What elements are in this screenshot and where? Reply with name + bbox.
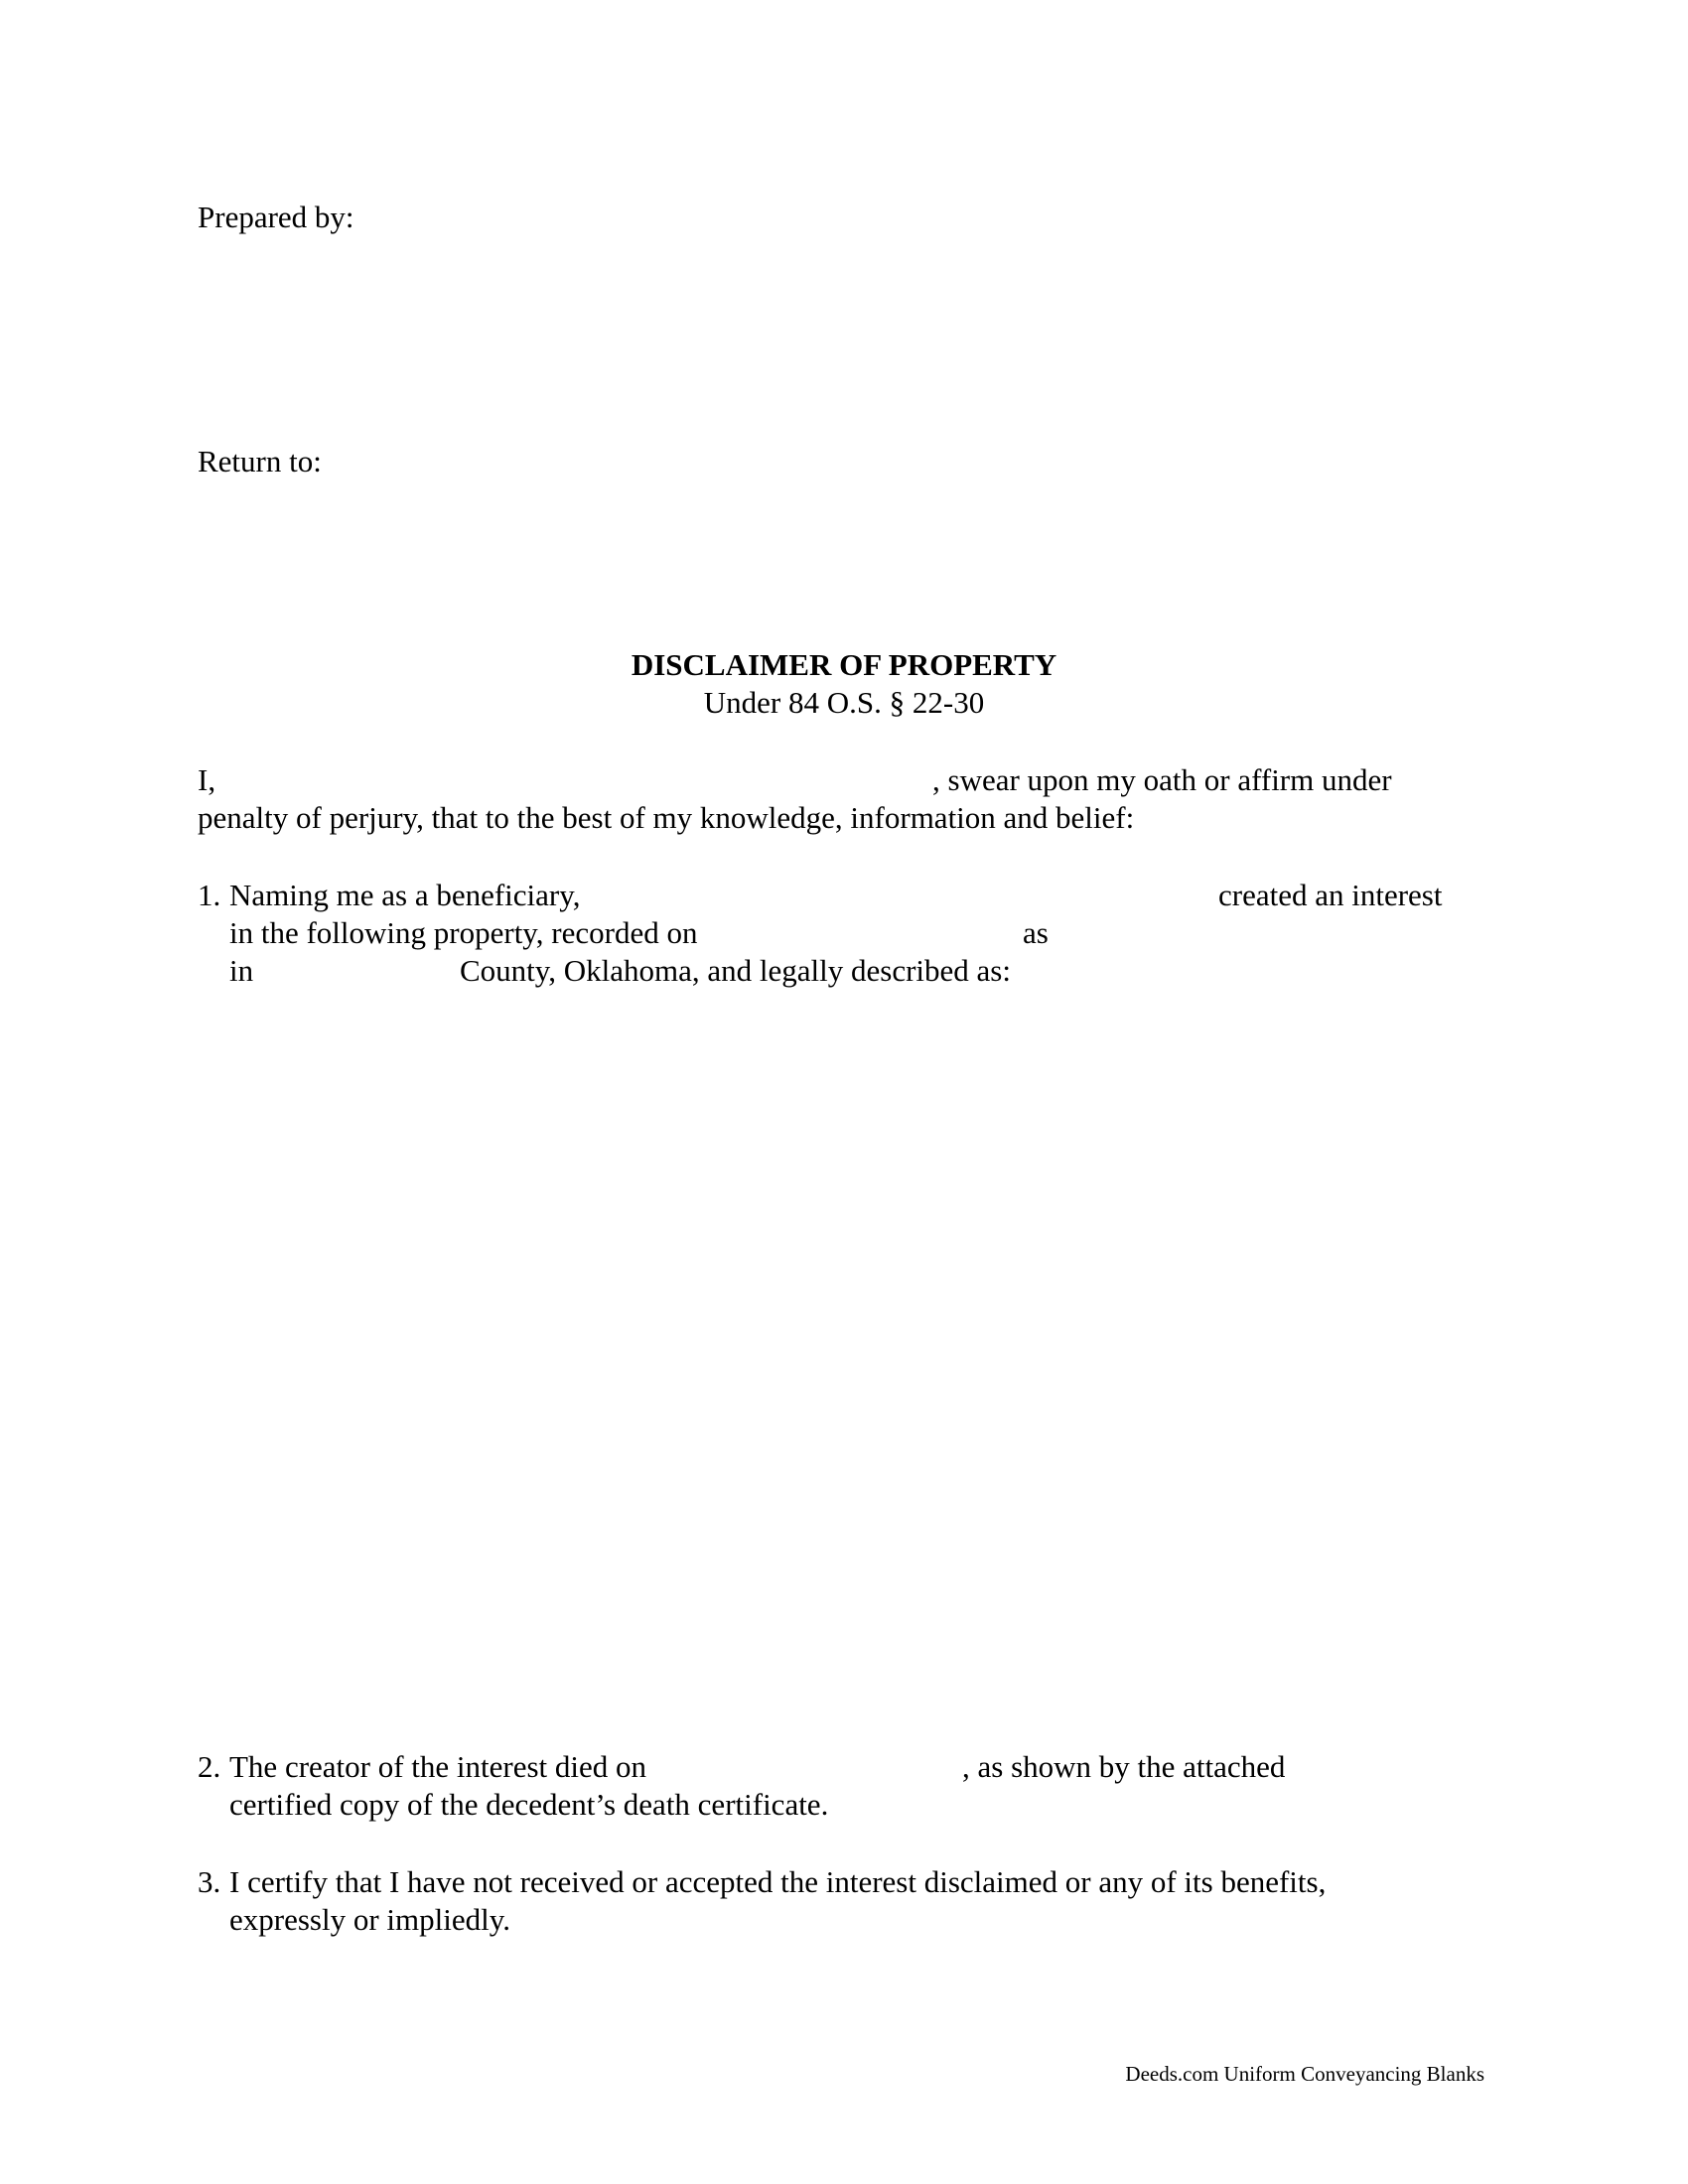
item-1-line-3b: County, Oklahoma, and legally described as:	[460, 953, 1011, 988]
item-3-number: 3.	[198, 1864, 221, 1899]
item-2-number: 2.	[198, 1749, 221, 1784]
item-1-line-3a: in	[229, 953, 254, 988]
document-title: DISCLAIMER OF PROPERTY	[631, 647, 1057, 682]
item-1-line-2b: as	[1023, 915, 1049, 950]
footer-text: Deeds.com Uniform Conveyancing Blanks	[1125, 2062, 1484, 2086]
item-1-part-1: Naming me as a beneficiary,	[229, 878, 581, 912]
item-2-part-1: The creator of the interest died on	[229, 1749, 647, 1784]
return-to-label: Return to:	[198, 444, 322, 478]
intro-i-label: I,	[198, 762, 216, 797]
item-1-part-2: created an interest	[1218, 878, 1443, 912]
document-subtitle: Under 84 O.S. § 22-30	[703, 685, 985, 720]
item-3-line-1: I certify that I have not received or accepted the interest disclaimed or any of its benefits,	[229, 1864, 1327, 1899]
item-3-line-2: expressly or impliedly.	[229, 1902, 510, 1937]
item-1-line-2a: in the following property, recorded on	[229, 915, 698, 950]
item-2-line-2: certified copy of the decedent’s death certificate.	[229, 1787, 829, 1822]
item-2-part-2: , as shown by the attached	[962, 1749, 1286, 1784]
prepared-by-label: Prepared by:	[198, 200, 354, 234]
intro-swear-text: , swear upon my oath or affirm under	[932, 762, 1392, 797]
item-1-number: 1.	[198, 878, 221, 912]
intro-line-2: penalty of perjury, that to the best of my knowledge, information and belief:	[198, 800, 1135, 835]
